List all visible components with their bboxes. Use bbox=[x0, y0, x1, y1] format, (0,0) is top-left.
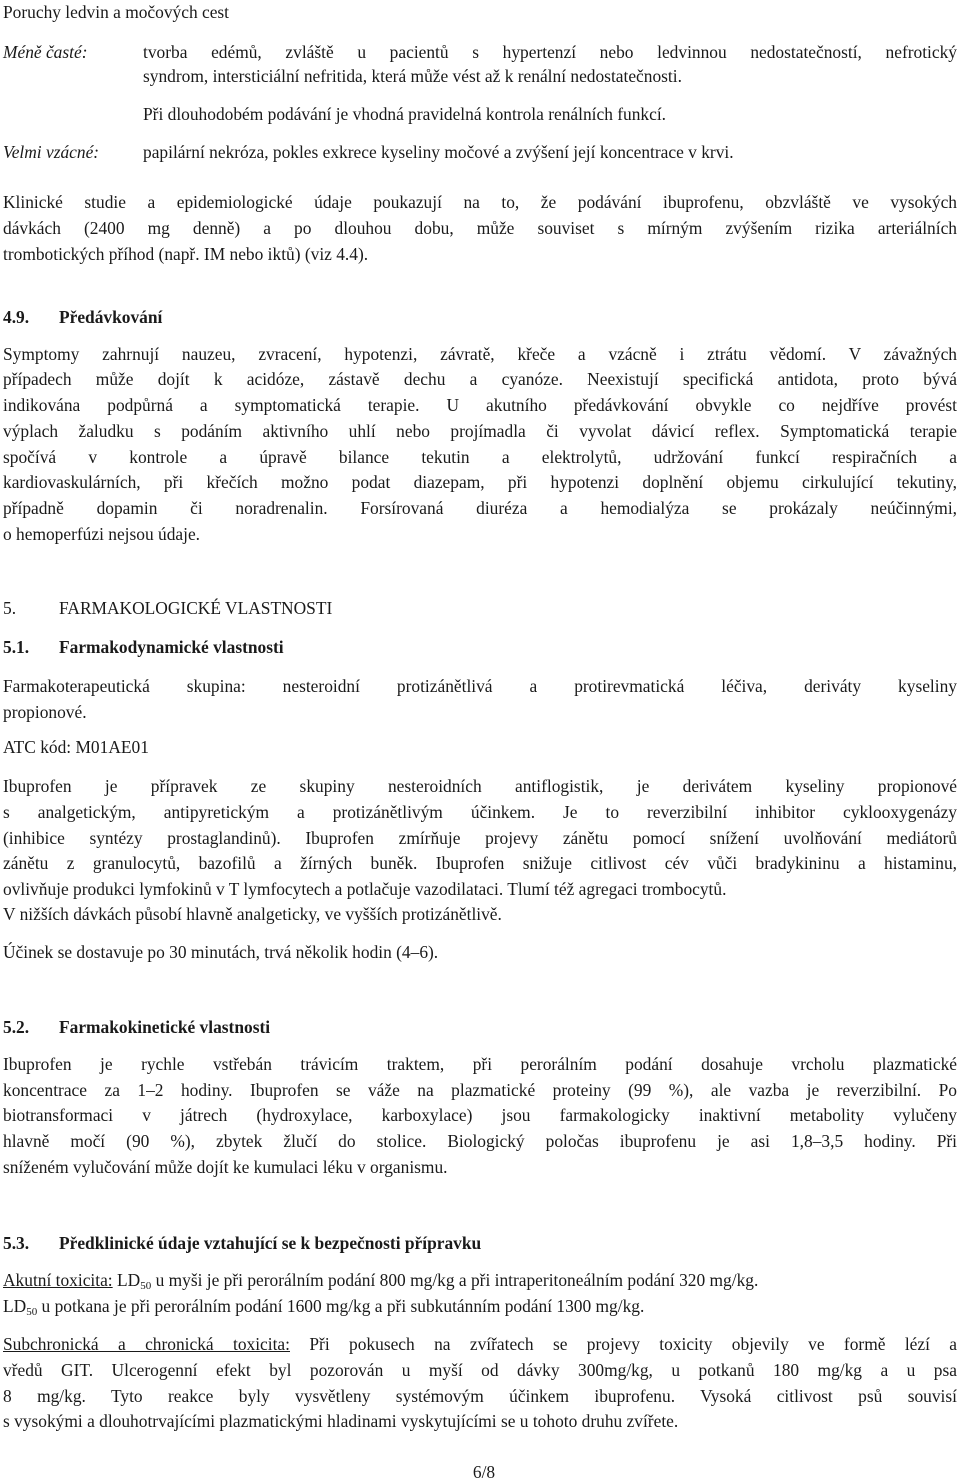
text-line: V nižších dávkách působí hlavně analgeticky, ve vyšších protizánětlivě. bbox=[3, 904, 502, 924]
section-heading-renal: Poruchy ledvin a močových cest bbox=[3, 2, 230, 22]
section-number: 5.1. bbox=[3, 637, 30, 657]
text-line: dávkách (2400 mg denně) a po dlouhou dobu, může souviset s mírným zvýšením rizika arteriálních bbox=[3, 218, 957, 238]
text-line: sníženém vylučování může dojít ke kumulaci léku v organismu. bbox=[3, 1157, 448, 1177]
section-number: 5.2. bbox=[3, 1017, 30, 1037]
text-line: spočívá v kontrole a úpravě bilance tekutin a elektrolytů, udržování funkcí respiračních a bbox=[3, 447, 957, 467]
ld-label: LD bbox=[117, 1270, 141, 1290]
text-line: Ibuprofen je rychle vstřebán trávicím traktem, při perorálním podání dosahuje vrcholu plazmatické bbox=[3, 1054, 957, 1074]
text-line: Účinek se dostavuje po 30 minutách, trvá několik hodin (4–6). bbox=[3, 942, 439, 962]
text-line: Symptomy zahrnují nauzeu, zvracení, hypotenzi, závratě, křeče a vzácně i ztrátu vědomí. V závažných bbox=[3, 344, 957, 364]
section-heading-pharmacodynamics bbox=[3, 637, 284, 657]
ld-subscript: 50 bbox=[140, 1280, 152, 1292]
atc-code: ATC kód: M01AE01 bbox=[3, 737, 149, 757]
section-title: Farmakokinetické vlastnosti bbox=[59, 1017, 271, 1037]
text-line: případně dopamin či noradrenalin. Forsírovaná diuréza a hemodialýza se prokázaly neúčinnými, bbox=[3, 498, 957, 518]
text-line: trombotických příhod (např. IM nebo iktů) (viz 4.4). bbox=[3, 244, 369, 264]
text-line: indikována podpůrná a symptomatická terapie. U akutního předávkování obvykle co nejdříve provést bbox=[3, 395, 957, 415]
section-title: Předávkování bbox=[59, 307, 163, 327]
section-heading-preclinical bbox=[3, 1233, 481, 1253]
section-title: Farmakodynamické vlastnosti bbox=[59, 637, 284, 657]
text-line: biotransformaci v játrech (hydroxylace, karboxylace) jsou farmakologicky inaktivní metabolity vylučeny bbox=[3, 1105, 957, 1125]
text-line: papilární nekróza, pokles exkrece kyseliny močové a zvýšení její koncentrace v krvi. bbox=[143, 142, 734, 162]
ld-subscript: 50 bbox=[26, 1306, 38, 1318]
text-line: hlavně močí (90 %), zbytek žlučí do stolice. Biologický poločas ibuprofenu je asi 1,8–3,5 hodiny. Při bbox=[3, 1131, 957, 1151]
section-heading-pharmacokinetics bbox=[3, 1017, 270, 1037]
text-line: zánětu z granulocytů, bazofilů a žírných buněk. Ibuprofen snižuje citlivost cév vůči bradykininu a histaminu, bbox=[3, 853, 957, 873]
text-line: propionové. bbox=[3, 702, 87, 722]
page-number: 6/8 bbox=[472, 1462, 496, 1482]
text-fragment: u potkana je při perorálním podání 1600 mg/kg a při subkutánním podání 1300 mg/kg. bbox=[41, 1296, 645, 1316]
subchronic-toxicity-line bbox=[3, 1334, 957, 1354]
ld-label: LD bbox=[3, 1296, 27, 1316]
text-line: s analgetickým, antipyretickým a protizánětlivým účinkem. Je to reverzibilní inhibitor cyklooxygenázy bbox=[3, 802, 957, 822]
text-line: Ibuprofen je přípravek ze skupiny nesteroidních antiflogistik, je derivátem kyseliny propionové bbox=[3, 776, 957, 796]
section-title: Předklinické údaje vztahující se k bezpečnosti přípravku bbox=[59, 1233, 482, 1253]
frequency-label-less-common: Méně časté: bbox=[3, 42, 88, 62]
section-number: 4.9. bbox=[3, 307, 30, 327]
section-title: FARMAKOLOGICKÉ VLASTNOSTI bbox=[59, 598, 333, 618]
acute-toxicity-line bbox=[3, 1270, 758, 1296]
text-line: výplach žaludku s podáním aktivního uhlí nebo projímadla či vyvolat dávicí reflex. Symptomatická terapie bbox=[3, 421, 957, 441]
acute-toxicity-label: Akutní toxicita: bbox=[3, 1270, 113, 1290]
acute-toxicity-line-2 bbox=[3, 1296, 644, 1322]
text-line: syndrom, intersticiální nefritida, která může vést až k renální nedostatečnosti. bbox=[143, 66, 682, 86]
text-line: koncentrace za 1–2 hodiny. Ibuprofen se váže na plazmatické proteiny (99 %), ale vazba je reverzibilní. Po bbox=[3, 1080, 957, 1100]
section-number: 5. bbox=[3, 598, 17, 618]
text-line: vředů GIT. Ulcerogenní efekt byl pozorován u myší od dávky 300mg/kg, u potkanů 180 mg/kg a u psa bbox=[3, 1360, 957, 1380]
section-heading-overdose bbox=[3, 307, 162, 327]
section-heading-pharmacology bbox=[3, 598, 332, 618]
text-line: případech může dojít k acidóze, zástavě dechu a cyanóze. Neexistují specifická antidota, proto bývá bbox=[3, 369, 957, 389]
text-line: kardiovaskulárních, při křečích možno podat diazepam, při hypotenzi doplnění objemu cirkulující tekutiny, bbox=[3, 472, 957, 492]
text-line: Klinické studie a epidemiologické údaje poukazují na to, že podávání ibuprofenu, obzvláště ve vysokých bbox=[3, 192, 957, 212]
text-fragment: u myši je při perorálním podání 800 mg/kg a při intraperitoneálním podání 320 mg/kg. bbox=[155, 1270, 759, 1290]
text-line: (inhibice syntézy prostaglandinů). Ibuprofen zmírňuje projevy zánětu pomocí snížení uvolňování mediátorů bbox=[3, 828, 957, 848]
text-line: o hemoperfúzi nejsou údaje. bbox=[3, 524, 201, 544]
text-line: ovlivňuje produkci lymfokinů v T lymfocytech a potlačuje vazodilataci. Tlumí též agregaci trombocytů. bbox=[3, 879, 727, 899]
text-line: 8 mg/kg. Tyto reakce byly vysvětleny systémovým účinkem ibuprofenu. Vysoká citlivost psů souvisí bbox=[3, 1386, 957, 1406]
text-fragment: Při pokusech na zvířatech se projevy toxicity objevily ve formě lézí a bbox=[309, 1334, 957, 1354]
text-line: tvorba edémů, zvláště u pacientů s hypertenzí nebo ledvinnou nedostatečností, nefrotický bbox=[143, 42, 957, 62]
frequency-label-very-rare: Velmi vzácné: bbox=[3, 142, 100, 162]
subchronic-toxicity-label: Subchronická a chronická toxicita: bbox=[3, 1334, 290, 1354]
text-line: Farmakoterapeutická skupina: nesteroidní protizánětlivá a protirevmatická léčiva, deriváty kyseliny bbox=[3, 676, 957, 696]
section-number: 5.3. bbox=[3, 1233, 30, 1253]
text-line: Při dlouhodobém podávání je vhodná pravidelná kontrola renálních funkcí. bbox=[143, 104, 667, 124]
text-line: s vysokými a dlouhotrvajícími plazmatickými hladinami vyskytujícími se u tohoto druhu zvířete. bbox=[3, 1411, 679, 1431]
